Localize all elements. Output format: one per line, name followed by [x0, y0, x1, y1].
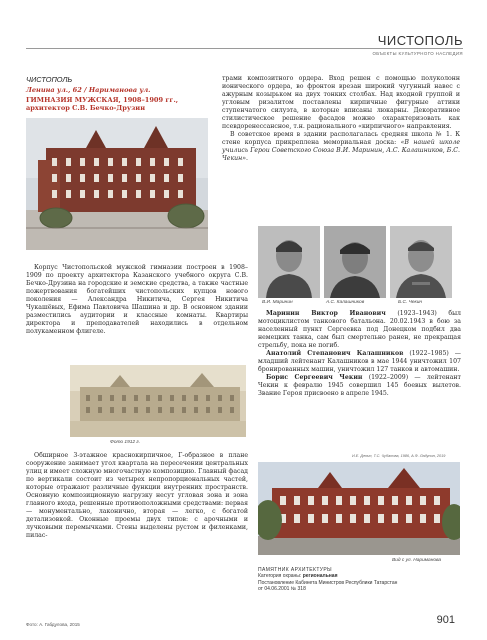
running-header-subtitle: ОБЪЕКТЫ КУЛЬТУРНОГО НАСЛЕДИЯ: [372, 51, 463, 56]
photo-street-drawing: [258, 462, 460, 555]
right-top-text: [222, 75, 460, 163]
portrait-chekin-drawing: [390, 226, 452, 298]
hero-1-bio: (1923–1943) был мотоциклистом танкового батальона. 20.02.1943 в бою за населенный пункт Сергеевка под Донецком подбил два немецких танка, сам был смертельно ранен, не прекращая стрельбу, пока не погиб.: [258, 310, 461, 349]
paragraph-hero-3: [258, 374, 461, 398]
caption-marinin: В.И. Маринин: [262, 300, 293, 305]
left-bottom-text: [26, 452, 248, 540]
article-city: ЧИСТОПОЛЬ: [26, 75, 73, 84]
monument-info: [258, 567, 397, 593]
left-mid-text: [26, 264, 248, 336]
monument-decree: Постановление Кабинета Министров Республики Татарстан: [258, 579, 398, 586]
memorial-inscription: «В нашей школе учились Герои Советского Союза В.И. Маринин, А.С. Калашников, Б.С. Чекин».: [222, 139, 460, 162]
paragraph-composition: Обширное 3-этажное краснокирпичное, Г-образное в плане сооружение занимает угол квартала на пересечении центральных улиц и имеет сложную многочастную композицию. Главный фасад по вертикали состоит из четырех непропорциональных частей, которые отражают различные функции внутренних пространств. Основную композиционную нагрузку несут угловая зона и зона главного входа, решенные противоположными средствами: первая — монументально, лаконично, вторая — легко, с богатой детализовкой. Оконные проемы двух типов: с арочными и лучковыми перемычками. Стены выделены рустом и филенками, пилас-: [26, 452, 248, 539]
paragraph-hero-1: [258, 310, 461, 350]
portrait-kalashnikov: [324, 226, 386, 298]
article-building-name: [26, 96, 211, 112]
caption-photo-1912: Фото 1912 г.: [110, 440, 141, 445]
paragraph-facade: трами композитного ордера. Вход решен с помощью полуколонн ионического ордера, во фронтон врезан широкий чугунный навес с ажурным козырьком на двух тонких столбах. Над входной группой и угловым ризалитом поставлены кирпичные фигурные аттики ступенчатого силуэта, в которые вписаны люкарны. Декоративное стилистическое решение фасадов можно охарактеризовать как псевдоренессансное, т.н. рационального «кирпичного» направления.: [222, 75, 460, 130]
monument-decree-date: от 04.06.2001 № 318: [258, 586, 306, 593]
heroes-photo-credit: И.Е. Денин, Т.С. Чубанова, 1986, А.Ф. Ладунин, 2019: [352, 454, 446, 458]
category-value: региональная: [302, 573, 338, 580]
article-address: Ленина ул., 62 / Нариманова ул.: [26, 86, 151, 94]
paragraph-soviet: [222, 131, 460, 163]
hero-3-bio: (1922–2009) — лейтенант Чекин к февралю 1945 совершил 145 боевых вылетов. Звание Героя присвоено в апреле 1945.: [258, 374, 461, 397]
header-rule: [26, 48, 463, 49]
soviet-text: В советское время в здании располагалась средняя школа № 1. К стене корпуса прикреплена мемориальная доска:: [222, 131, 460, 146]
portrait-marinin: [258, 226, 320, 298]
photo-street-view: [258, 462, 460, 555]
page-number: 901: [436, 614, 455, 626]
building-name: ГИМНАЗИЯ МУЖСКАЯ, 1908–1909 гг.,: [26, 96, 179, 104]
caption-chekin: Б.С. Чекин: [398, 300, 423, 305]
photo-1912-drawing: [26, 118, 208, 250]
category-label: Категория охраны:: [258, 573, 303, 580]
paragraph-hero-2: [258, 350, 461, 374]
monument-heading: ПАМЯТНИК АРХИТЕКТУРЫ: [258, 567, 332, 573]
portrait-kalashnikov-drawing: [324, 226, 386, 298]
building-architect: архитектор С.В. Бечко-Друзин: [26, 104, 146, 112]
paragraph-history: Корпус Чистопольской мужской гимназии построен в 1908–1909 по проекту архитектора Казанского учебного округа С.В. Бечко-Друзина на городские и земские средства, а также частные пожертвования богатейших чистопольских купцов нового поколения — Александра Никитича, Сергея Никитича Чукашёвых, Ефима Павловича Шашина и др. В основном здании разместились аудитории и классные комнаты. Квартиры директора и преподавателей находились в отдельном полукаменном флигеле.: [26, 264, 248, 335]
portrait-chekin: [390, 226, 452, 298]
photo-credit-footer: Фото: А. Габдулова, 2015: [26, 622, 80, 627]
caption-street-view: Вид с ул. Нариманова: [392, 558, 442, 563]
caption-kalashnikov: А.С. Калашников: [326, 300, 365, 305]
heroes-text: [258, 310, 461, 398]
running-header-city: ЧИСТОПОЛЬ: [377, 33, 463, 48]
hero-3-name: Борис Сергеевич Чекин: [266, 374, 363, 381]
photo-1912: [70, 365, 246, 437]
photo-1912-building: [26, 118, 208, 250]
photo-1912-old-drawing: [70, 365, 246, 437]
hero-2-bio: (1922–1985) — младший лейтенант Калашников в мае 1944 уничтожил 107 бронированных машин, уничтожил 127 танков и автомашин.: [258, 350, 461, 373]
article-title-block: [26, 75, 211, 112]
hero-1-name: Маринин Виктор Иванович: [266, 310, 386, 317]
hero-2-name: Анатолий Степанович Калашников: [266, 350, 404, 357]
portrait-marinin-drawing: [258, 226, 320, 298]
